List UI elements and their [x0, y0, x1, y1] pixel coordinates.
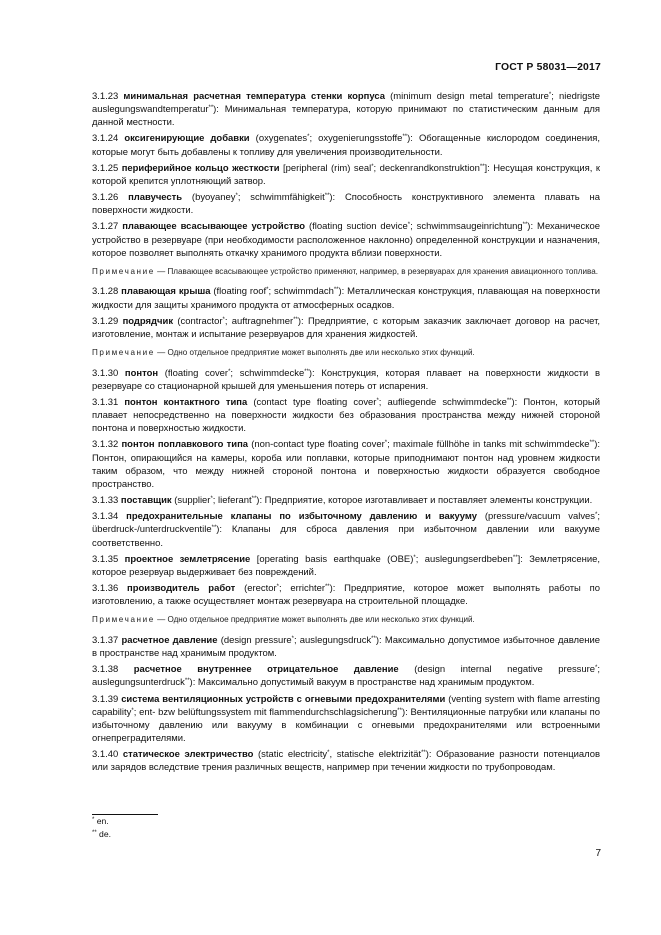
term-definition: [peripheral (rim) seal*; deckenrandkonstruktion**]: Несущая конструкция, к которой крепится уплотняющий затвор.	[92, 162, 600, 187]
term-number: 3.1.25	[92, 162, 122, 174]
term-title: проектное землетрясение	[124, 553, 251, 565]
term-number: 3.1.26	[92, 192, 129, 204]
term-title: поставщик	[120, 495, 172, 507]
footnotes	[92, 815, 111, 841]
term-definition: (static electricity*, statische elektrizität**): Образование разности потенциалов или зарядов вследствие трения различных веществ, например при течении жидкости по трубопроводам.	[92, 749, 600, 774]
term-number: 3.1.24	[92, 133, 125, 145]
term-entry-3-1-37	[92, 634, 600, 660]
term-definition: (contact type floating cover*; aufliegende schwimmdecke**): Понтон, который плавает непосредственно на поверхности жидкости без образования пространства между нижней стороной понтона и поверхностью жидкости.	[92, 397, 600, 435]
term-definition: (pressure/vacuum valves*; überdruck-/unterdruckventile**): Клапаны для сброса давления при избыточном давлении или вакууме соответственно.	[92, 511, 600, 549]
note-2: Примечание — Одно отдельное предприятие может выполнять две или несколько этих функций.	[92, 348, 475, 358]
term-number: 3.1.39	[92, 693, 122, 705]
term-entry-3-1-27	[92, 220, 600, 259]
term-title: минимальная расчетная температура стенки корпуса	[123, 91, 385, 102]
term-definition: (floating suction device*; schwimmsaugeinrichtung**): Механическое устройство в резервуаре (при необходимости расположенное наклонно) определенной конструкции и назначения, которое позволяет выполнять откачку хранимого продукта вблизи поверхности.	[92, 221, 601, 259]
page-number: 7	[595, 848, 601, 859]
term-title: периферийное кольцо жесткости	[121, 162, 280, 174]
term-number: 3.1.28	[92, 286, 122, 298]
term-title: плавающая крыша	[121, 286, 211, 298]
term-number: 3.1.33	[92, 495, 121, 507]
term-number: 3.1.40	[92, 749, 123, 761]
term-number: 3.1.34	[92, 511, 127, 523]
term-definition: (oxygenates*; oxygenierungsstoffe**): Обогащенные кислородом соединения, которые могут быть добавлены к топливу для увеличения производительности.	[92, 133, 600, 158]
term-number: 3.1.38	[92, 664, 134, 676]
term-definition: (floating roof*; schwimmdach**): Металлическая конструкция, плавающая на поверхности жидкости для защиты хранимого продукта от атмосферных осадков.	[92, 286, 600, 311]
term-entry-3-1-29	[92, 315, 600, 341]
term-entry-3-1-40	[92, 748, 600, 774]
footnote-1: * en.	[92, 816, 109, 826]
term-title: статическое электричество	[122, 749, 254, 761]
term-entry-3-1-25	[92, 162, 600, 188]
term-title: понтон контактного типа	[124, 397, 248, 408]
document-header: ГОСТ Р 58031—2017	[495, 62, 601, 73]
term-entry-3-1-34	[92, 510, 600, 549]
term-title: расчетное внутреннее отрицательное давление	[133, 664, 399, 676]
term-definition: (supplier*; lieferant**): Предприятие, которое изготавливает и поставляет элементы конструкции.	[171, 495, 593, 507]
term-definition: (venting system with flame arresting capability*; ent- bzw belüftungssystem mit flammendurchschlagsicherung**): Вентиляционные патрубки или клапаны по избыточному давлению или вакууму в комбинации с огневыми предохранителями или встроенными огнепреградителями.	[92, 693, 600, 745]
term-number: 3.1.37	[92, 634, 122, 646]
term-title: предохранительные клапаны по избыточному давлению и вакууму	[126, 511, 477, 523]
term-number: 3.1.32	[92, 439, 122, 451]
term-entry-3-1-23	[92, 90, 600, 129]
term-number: 3.1.27	[92, 221, 123, 233]
term-number: 3.1.36	[92, 583, 128, 595]
term-entry-3-1-31	[92, 396, 600, 435]
term-title: подрядчик	[122, 315, 174, 327]
term-entry-3-1-26	[92, 191, 600, 217]
term-entry-3-1-38	[92, 663, 600, 689]
term-number: 3.1.29	[92, 315, 123, 327]
term-number: 3.1.35	[92, 553, 125, 565]
term-title: понтон поплавкового типа	[121, 439, 249, 451]
term-definition: (floating cover*; schwimmdecke**): Конструкция, которая плавает на поверхности жидкости в резервуаре со стационарной крышей для уменьшения потерь от испарения.	[92, 367, 600, 392]
term-title: расчетное давление	[121, 634, 218, 646]
term-entry-3-1-32	[92, 438, 600, 491]
term-title: производитель работ	[127, 583, 236, 595]
term-entry-3-1-24	[92, 132, 600, 158]
term-entry-3-1-36	[92, 582, 600, 608]
term-number: 3.1.23	[92, 91, 124, 102]
term-entry-3-1-30	[92, 367, 600, 393]
term-definition: (erector*; errichter**): Предприятие, которое может выполнять работы по изготовлению, а также осуществляет монтаж резервуара на строительной площадке.	[92, 583, 600, 608]
note-1: Примечание — Плавающее всасывающее устройство применяют, например, в резервуарах для хранения авиационного топлива.	[92, 266, 598, 276]
term-entry-3-1-39	[92, 693, 600, 746]
footnote-2: ** de.	[92, 829, 112, 839]
term-title: система вентиляционных устройств с огневыми предохранителями	[121, 693, 446, 705]
term-entry-3-1-28	[92, 285, 600, 311]
term-definition: (non-contact type floating cover*; maximale füllhöhe in tanks mit schwimmdecke**): Понтон, опирающийся на камеры, короба или поплавки, которые приподнимают понтон над уровнем жидкости таким образом, что между нижней стороной понтона и поверхностью жидкости образуется свободное пространство.	[92, 439, 600, 490]
term-entry-3-1-33	[92, 494, 600, 507]
term-entry-3-1-35	[92, 553, 600, 579]
term-definition: (design pressure*; auslegungsdruck**): Максимально допустимое избыточное давление в пространстве над хранимым продуктом.	[92, 634, 600, 660]
term-definition: (byoyaney*; schwimmfähigkeit**): Способность конструктивного элемента плавать на поверхности жидкости.	[92, 192, 600, 217]
term-title: оксигенирующие добавки	[124, 133, 250, 145]
term-definition: (contractor*; auftragnehmer**): Предприятие, с которым заказчик заключает договор на расчет, изготовление, монтаж и испытание резервуаров для хранения жидкостей.	[92, 315, 600, 340]
term-title: понтон	[124, 367, 159, 379]
term-number: 3.1.30	[92, 367, 125, 379]
term-title: плавучесть	[128, 192, 183, 204]
term-definition: (design internal negative pressure*; auslegungsunterdruck**): Максимально допустимый вакуум в пространстве над хранимым продуктом.	[92, 664, 600, 689]
term-definition: [operating basis earthquake (OBE)*; auslegungserdbeben**]: Землетрясение, которое резервуар выдерживает без повреждений.	[92, 553, 601, 578]
term-title: плавающее всасывающее устройство	[122, 221, 306, 233]
document-body	[92, 90, 600, 778]
note-3: Примечание — Одно отдельное предприятие может выполнять две или несколько этих функций.	[92, 615, 475, 625]
term-definition: (minimum design metal temperature*; niedrigste auslegungswandtemperatur**): Минимальная температура, которую принимают по статистическим данным для данной местности.	[92, 91, 600, 129]
term-number: 3.1.31	[92, 397, 125, 408]
